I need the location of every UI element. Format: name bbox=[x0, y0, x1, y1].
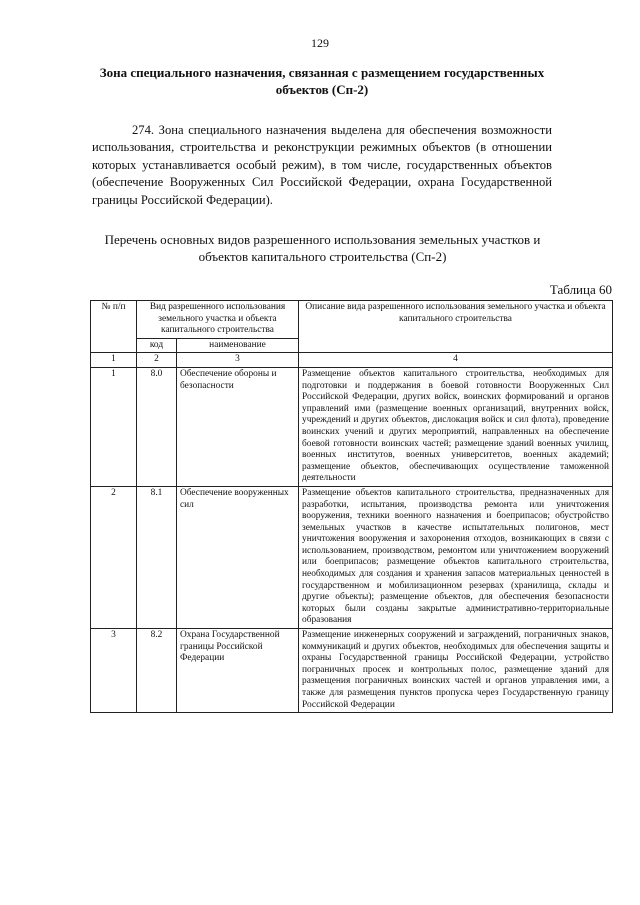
column-number: 2 bbox=[137, 353, 177, 368]
row-name: Охрана Государственной границы Российской Федерации bbox=[177, 629, 299, 713]
table-header-row bbox=[91, 301, 613, 339]
header-code: код bbox=[137, 338, 177, 353]
table-row bbox=[91, 629, 613, 713]
row-code: 8.1 bbox=[137, 486, 177, 628]
column-number: 4 bbox=[299, 353, 613, 368]
table-label: Таблица 60 bbox=[549, 282, 612, 297]
table-row bbox=[91, 367, 613, 486]
zone-title: Зона специального назначения, связанная с размещением государственных объектов (Сп-2) bbox=[99, 65, 545, 97]
row-code: 8.2 bbox=[137, 629, 177, 713]
column-numbers-row bbox=[91, 353, 613, 368]
row-num: 3 bbox=[91, 629, 137, 713]
intro-paragraph: 274. Зона специального назначения выделена для обеспечения возможности использования, строительства и реконструкции режимных объектов (в отношении которых устанавливается особый режим), в том числе, государственных объектов (обеспечение Вооруженных Сил Российской Федерации, охрана Государственной границы Российской Федерации). bbox=[92, 123, 552, 207]
page-number: 129 bbox=[311, 36, 329, 50]
row-num: 2 bbox=[91, 486, 137, 628]
row-description: Размещение объектов капитального строительства, необходимых для подготовки и поддержания в боевой готовности Вооруженных Сил Российской Федерации, других войск, воинских формирований и органов управлений ими (размещение военных организаций, внутренних войск, учреждений и других объектов, дислокация войск и сил флота), проведение воинских учений и других мероприятий, направленных на обеспечение боевой готовности воинских частей; размещение зданий военных училищ, военных институтов, военных университетов, военных академий; размещение объектов, обеспечивающих осуществление таможенной деятельности bbox=[299, 367, 613, 486]
column-number: 3 bbox=[177, 353, 299, 368]
header-kind: Вид разрешенного использования земельного участка и объекта капитального строительства bbox=[137, 301, 299, 339]
list-title: Перечень основных видов разрешенного использования земельных участков и объектов капитального строительства (Сп-2) bbox=[104, 232, 541, 264]
row-name: Обеспечение вооруженных сил bbox=[177, 486, 299, 628]
header-name: наименование bbox=[177, 338, 299, 353]
header-num: № п/п bbox=[91, 301, 137, 353]
row-num: 1 bbox=[91, 367, 137, 486]
table-row bbox=[91, 486, 613, 628]
column-number: 1 bbox=[91, 353, 137, 368]
row-description: Размещение объектов капитального строительства, предназначенных для разработки, испытания, производства ремонта или уничтожения вооружения, техники военного назначения и боеприпасов; обустройство земельных участков в качестве испытательных полигонов, мест уничтожения вооружения и захоронения отходов, возникающих в связи с использованием, производством, ремонтом или уничтожением вооружений или боеприпасов; размещение объектов капитального строительства, необходимых для создания и хранения запасов материальных ценностей в государственном и мобилизационном резервах (хранилища, склады и другие объекты); размещение объектов, для обеспечения безопасности которых были созданы закрытые административно-территориальные образования bbox=[299, 486, 613, 628]
row-code: 8.0 bbox=[137, 367, 177, 486]
land-use-table bbox=[90, 300, 613, 713]
row-name: Обеспечение обороны и безопасности bbox=[177, 367, 299, 486]
row-description: Размещение инженерных сооружений и заграждений, пограничных знаков, коммуникаций и других объектов, необходимых для обеспечения защиты и охраны Государственной границы Российской Федерации, устройство пограничных просек и контрольных полос, размещение зданий для размещения пограничных воинских частей и органов управления ими, а также для размещения пунктов пропуска через Государственную границу Российской Федерации bbox=[299, 629, 613, 713]
header-description: Описание вида разрешенного использования земельного участка и объекта капитального строительства bbox=[299, 301, 613, 353]
